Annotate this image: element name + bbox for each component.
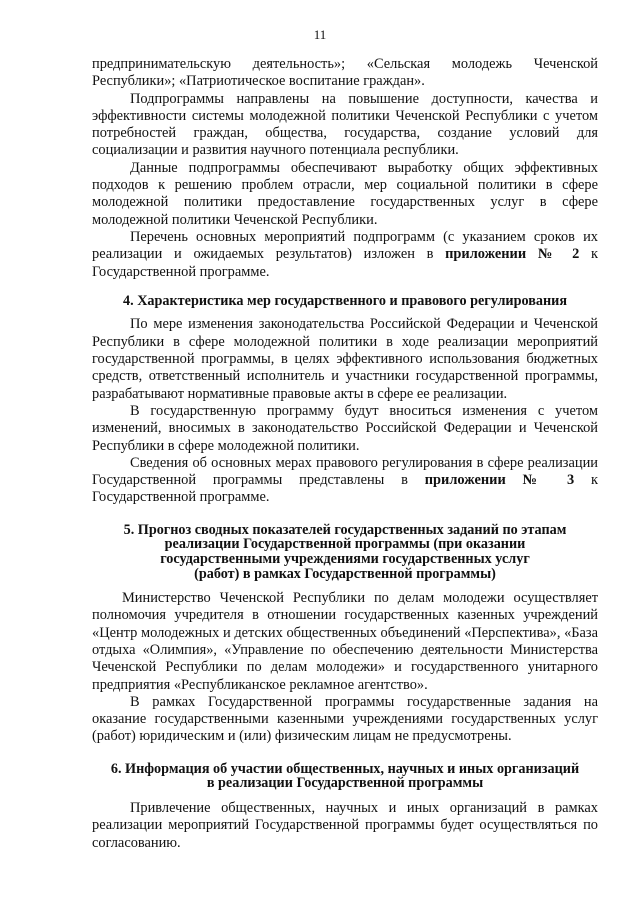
section-6-paragraph-organizations: Привлечение общественных, научных и иных организаций в рамках реализации мероприятий Государственной программы будет осуществляться по согласованию.: [92, 799, 598, 851]
intro-paragraph-continued: предпринимательскую деятельность»; «Сельская молодежь Чеченской Республики»; «Патриотическое воспитание граждан».: [92, 56, 598, 90]
appendix-3-reference: приложении № 3: [424, 472, 575, 489]
section-4-heading: 4. Характеристика мер государственного и правового регулирования: [123, 292, 567, 309]
section-4-paragraph-appendix-3: [92, 455, 598, 507]
section-4-paragraph-legislation: По мере изменения законодательства Российской Федерации и Чеченской Республики в сфере молодежной политики в ходе реализации мероприятий государственной программы, в целях эффективного использования бюджетных средств, ответственный исполнитель и участники государственной программы, разрабатывают нормативные правовые акты в сфере ее реализации.: [92, 316, 598, 402]
section-5-heading: [92, 523, 598, 581]
section-5-heading-line-2: реализации Государственной программы (при оказании: [164, 536, 526, 553]
section-6-heading: [92, 762, 598, 791]
intro-appendix-text: Перечень основных мероприятий подпрограмм (с указанием сроков их реализации и ожидаемых результатов) изложен в: [92, 228, 598, 263]
section-6-heading-line-1: 6. Информация об участии общественных, научных и иных организаций: [110, 760, 580, 777]
section-4-appendix-text: Сведения об основных мерах правового регулирования в сфере реализации Государственной программы представлены в: [92, 454, 598, 489]
page-number: 11: [313, 27, 327, 42]
section-6-heading-line-2: в реализации Государственной программы: [206, 775, 484, 792]
intro-paragraph-approaches: Данные подпрограммы обеспечивают выработку общих эффективных подходов к решению проблем отрасли, мер социальной политики в сфере молодежной политики предоставление государственных услуг в сфере молодежной политики Чеченской Республики.: [92, 159, 598, 228]
section-5-heading-line-4: (работ) в рамках Государственной программы): [194, 565, 496, 582]
section-5-paragraph-no-tasks: В рамках Государственной программы государственные задания на оказание государственными казенными учреждениями государственных услуг (работ) юридическим и (или) физическим лицам не предусмотрены.: [92, 693, 598, 745]
section-5-heading-line-3: государственными учреждениями государственных услуг: [160, 550, 530, 567]
section-4-appendix-tail: к Государственной программе.: [92, 472, 598, 506]
appendix-2-reference: приложении № 2: [445, 246, 580, 263]
intro-appendix-tail: к Государственной программе.: [92, 246, 599, 280]
intro-paragraph-subprograms-aims: Подпрограммы направлены на повышение доступности, качества и эффективности системы молодежной политики Чеченской Республики с учетом потребностей граждан, общества, государства, создание условий для социализации и развития научного потенциала республики.: [92, 90, 598, 159]
intro-paragraph-appendix-2: [92, 229, 598, 281]
document-body: [92, 56, 598, 852]
section-5-heading-line-1: 5. Прогноз сводных показателей государственных заданий по этапам: [123, 521, 567, 538]
section-4-paragraph-changes: В государственную программу будут вноситься изменения с учетом изменений, вносимых в законодательство Российской Федерации и Чеченской Республики в сфере молодежной политики.: [92, 402, 598, 454]
section-5-paragraph-ministry: Министерство Чеченской Республики по делам молодежи осуществляет полномочия учредителя в отношении государственных казенных учреждений «Центр молодежных и детских общественных объединений «Перспектива», «База отдыха «Олимпия», «Управление по обеспечению деятельности Министерства Чеченской Республики по делам молодежи» и государственного унитарного предприятия «Республиканское рекламное агентство».: [92, 590, 598, 693]
